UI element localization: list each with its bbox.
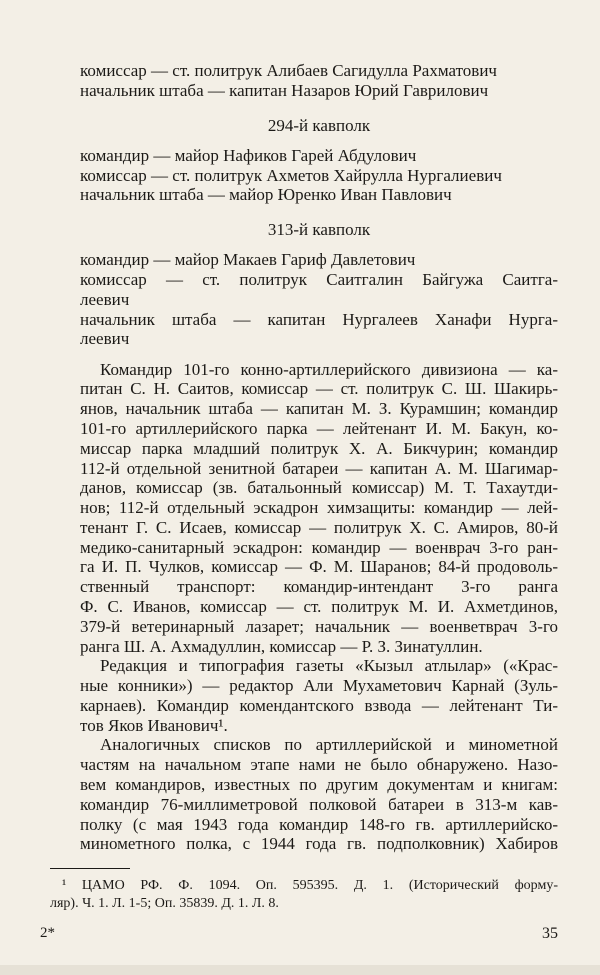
text-line: миссар парка младший политрук Х. А. Бикчурин; командир	[80, 439, 558, 458]
text-line: комиссар — ст. политрук Саитгалин Байгужа Саитга-	[80, 270, 558, 289]
text-line: питан С. Н. Саитов, комиссар — ст. политрук С. Ш. Шакирь-	[80, 379, 558, 398]
text-line: тенант Г. С. Исаев, комиссар — политрук Х. С. Амиров, 80-й	[80, 518, 558, 537]
footnote-line: ляр). Ч. 1. Л. 1-5; Оп. 35839. Д. 1. Л. 8.	[50, 896, 279, 911]
page-number: 35	[542, 925, 558, 942]
text-line: командир — майор Макаев Гариф Давлетович	[80, 250, 416, 269]
text-line: леевич	[80, 329, 130, 348]
text-line: карнаев). Командир комендантского взвода — лейтенант Ти-	[80, 696, 558, 715]
text-line: 112-й отдельной зенитной батареи — капитан А. М. Шагимар-	[80, 459, 558, 478]
text-line: ранга Ш. А. Ахмадуллин, комиссар — Р. З. Зинатуллин.	[80, 637, 483, 656]
footnote-line: ¹ ЦАМО РФ. Ф. 1094. Оп. 595395. Д. 1. (Исторический форму-	[62, 878, 558, 893]
paragraph-first-line: Аналогичных списков по артиллерийской и минометной	[100, 735, 558, 754]
paragraph-first-line: Редакция и типография газеты «Кызыл атлылар» («Крас-	[100, 656, 558, 675]
text-line: леевич	[80, 290, 130, 309]
text-line: янов, начальник штаба — капитан М. З. Курамшин; командир	[80, 399, 558, 418]
paragraph-first-line: Командир 101-го конно-артиллерийского дивизиона — ка-	[100, 360, 558, 379]
text-line: полку (с мая 1943 года командир 148-го гв. артиллерийско-	[80, 815, 558, 834]
text-line: начальник штаба — капитан Назаров Юрий Гаврилович	[80, 81, 489, 100]
text-line: частям на начальном этапе нами не было обнаружено. Назо-	[80, 755, 558, 774]
text-line: 379-й ветеринарный лазарет; начальник — военветврач 3-го	[80, 617, 558, 636]
text-line: Ф. С. Иванов, комиссар — ст. политрук М. И. Ахметдинов,	[80, 597, 558, 616]
text-line: 101-го артиллерийского парка — лейтенант И. М. Бакун, ко-	[80, 419, 558, 438]
section-heading: 294-й кавполк	[267, 116, 371, 135]
text-line: начальник штаба — майор Юренко Иван Павлович	[80, 185, 452, 204]
page-edge	[0, 965, 600, 975]
text-line: командир 76-миллиметровой полковой батареи в 313-м кав-	[80, 795, 558, 814]
text-line: ные конники») — редактор Али Мухаметович Карнай (Зуль-	[80, 676, 558, 695]
text-line: минометного полка, с 1944 года гв. подполковник) Хабиров	[80, 834, 558, 853]
section-heading: 313-й кавполк	[267, 220, 371, 239]
text-line: га И. П. Чулков, комиссар — Ф. М. Шаранов; 84-й продоволь-	[80, 557, 558, 576]
text-line: комиссар — ст. политрук Алибаев Сагидулла Рахматович	[80, 61, 497, 80]
text-line: нов; 112-й отдельный эскадрон химзащиты: командир — лей-	[80, 498, 558, 517]
footnote-rule	[50, 868, 130, 869]
text-line: начальник штаба — капитан Нургалеев Ханафи Нурга-	[80, 310, 558, 329]
text-line: командир — майор Нафиков Гарей Абдулович	[80, 146, 417, 165]
text-line: данов, комиссар (зв. батальонный комиссар) М. Т. Тахаутди-	[80, 478, 558, 497]
text-line: ственный транспорт: командир-интендант 3-го ранга	[80, 577, 558, 596]
text-line: вем командиров, известных по другим документам и книгам:	[80, 775, 558, 794]
text-line: тов Яков Иванович¹.	[80, 716, 228, 735]
text-line: медико-санитарный эскадрон: командир — военврач 3-го ран-	[80, 538, 558, 557]
text-line: комиссар — ст. политрук Ахметов Хайрулла Нургалиевич	[80, 166, 502, 185]
signature-mark: 2*	[40, 925, 55, 941]
